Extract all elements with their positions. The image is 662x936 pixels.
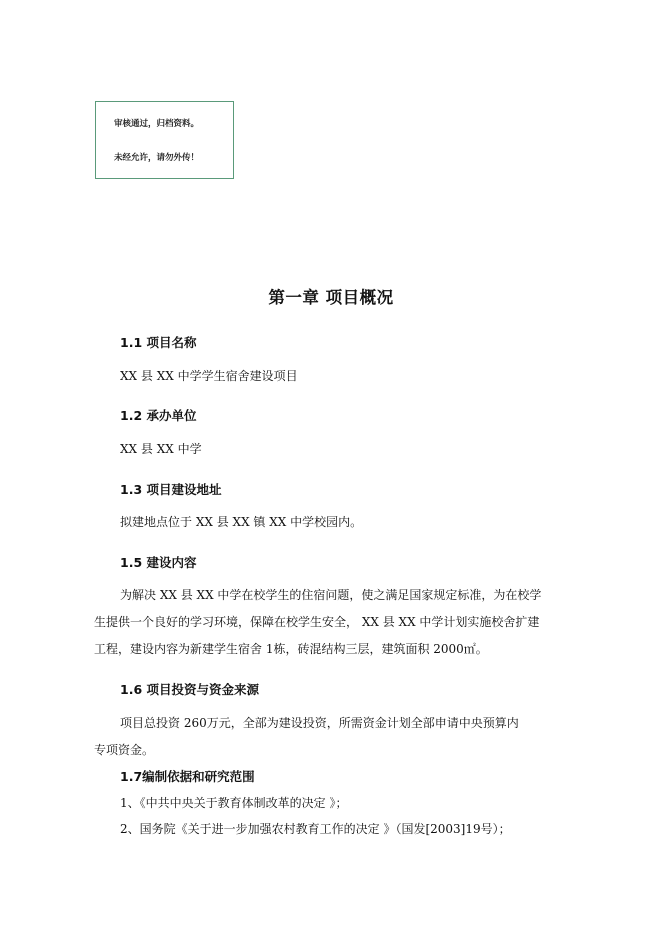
text-basis-item-2: 2、国务院《关于进一步加强农村教育工作的决定 》（国发[2003]19号）； [120,822,511,836]
text-investment-line-2: 专项资金。 [94,743,155,757]
notice-line-approved: 审核通过，归档资料。 [114,119,200,129]
approval-notice-box [95,101,234,179]
text-site: 拟建地点位于 XX 县 XX 镇 XX 中学校园内。 [120,515,363,529]
heading-site: 1.3 项目建设地址 [120,482,222,497]
heading-basis-scope: 1.7编制依据和研究范围 [120,769,255,784]
heading-construction-content: 1.5 建设内容 [120,555,197,570]
heading-organizer: 1.2 承办单位 [120,408,197,423]
heading-project-name: 1.1 项目名称 [120,335,197,350]
text-construction-line-2: 生提供一个良好的学习环境，保障在校学生安全， XX 县 XX 中学计划实施校舍扩建 [94,615,540,629]
notice-line-confidential: 未经允许，请勿外传！ [114,153,200,163]
text-organizer: XX 县 XX 中学 [120,442,202,456]
chapter-title: 第一章 项目概况 [268,288,394,307]
text-construction-line-3: 工程，建设内容为新建学生宿舍 1栋，砖混结构三层，建筑面积 2000㎡。 [94,642,488,656]
text-project-name: XX 县 XX 中学学生宿舍建设项目 [120,369,298,383]
text-construction-line-1: 为解决 XX 县 XX 中学在校学生的住宿问题，使之满足国家规定标准，为在校学 [120,588,542,602]
heading-investment: 1.6 项目投资与资金来源 [120,682,259,697]
text-basis-item-1: 1、《中共中央关于教育体制改革的决定 》； [120,796,348,810]
text-investment-line-1: 项目总投资 260万元，全部为建设投资，所需资金计划全部申请中央预算内 [120,716,519,730]
